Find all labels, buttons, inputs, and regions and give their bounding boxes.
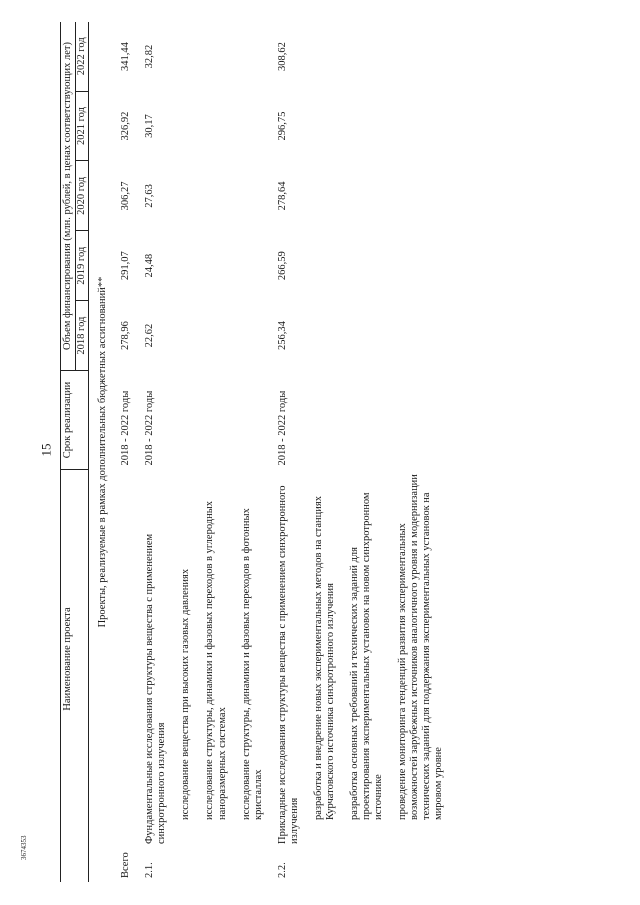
- sub-item-text: проведение мониторинга тенденций развития экспериментальных возможностей зарубежных источников аналогичного уровня и модернизации технических заданий для поддержания экспериментальных установок на мировом уровне: [397, 474, 445, 820]
- sub-item: [312, 22, 338, 882]
- rotated-table-sheet: [60, 22, 570, 882]
- table-row-total: [119, 22, 133, 882]
- row-name: [119, 470, 133, 849]
- year-header: 2022 год: [76, 22, 89, 91]
- row-name: Фундаментальные исследования структуры вещества с применением синхротронного излучения: [144, 533, 168, 844]
- col-header-funding: Объем финансирования (млн. рублей, в ценах соответствующих лет): [61, 22, 76, 371]
- sub-item: [179, 22, 193, 882]
- sub-item-text: исследование структуры, динамики и фазовых переходов в фотонных кристаллах: [240, 508, 264, 820]
- row-term: 2018 - 2022 годы: [120, 390, 132, 466]
- value-cell: 306,27: [120, 181, 132, 211]
- sub-item: [240, 22, 266, 882]
- value-cell: 32,82: [144, 44, 156, 69]
- sub-item: [348, 22, 386, 882]
- value-cell: 278,96: [120, 321, 132, 351]
- value-cell: 278,64: [276, 181, 288, 211]
- row-term: 2018 - 2022 годы: [276, 390, 288, 466]
- section-title: Проекты, реализуемые в рамках дополнительных бюджетных ассигнований**: [97, 276, 109, 628]
- col-header-term: Срок реализации: [61, 371, 89, 470]
- sub-item: [203, 22, 229, 882]
- value-cell: 22,62: [144, 323, 156, 348]
- year-header: 2021 год: [76, 91, 89, 161]
- row-number: 2.2.: [276, 862, 288, 878]
- sub-item: [396, 22, 446, 882]
- row-number: 2.1.: [144, 862, 156, 878]
- document-barcode-number: 3674353: [20, 835, 28, 860]
- page-number: 15: [38, 443, 54, 457]
- value-cell: 27,63: [144, 184, 156, 208]
- sub-item-text: исследование вещества при высоких газовых давлениях: [180, 568, 192, 820]
- value-cell: 266,59: [276, 251, 288, 281]
- sub-item-text: разработка основных требований и технических заданий для проектирования экспериментальных установок на новом синхротронном источнике: [348, 492, 385, 820]
- year-header: 2019 год: [76, 231, 89, 301]
- sub-item-text: разработка и внедрение новых экспериментальных методов на станциях Курчатовского источника синхротронного излучения: [312, 496, 336, 820]
- year-header: 2018 год: [76, 301, 89, 371]
- value-cell: 24,48: [144, 253, 156, 278]
- value-cell: 296,75: [276, 111, 288, 141]
- value-cell: 256,34: [276, 321, 288, 351]
- year-header: 2020 год: [76, 161, 89, 231]
- value-cell: 326,92: [120, 111, 132, 141]
- row-term: 2018 - 2022 годы: [144, 390, 156, 466]
- funding-table: [60, 22, 446, 882]
- table-row-2-1: [143, 22, 169, 882]
- table-row-2-2: [276, 22, 302, 882]
- value-cell: 308,62: [276, 42, 288, 71]
- col-header-name: Наименование проекта: [61, 470, 89, 849]
- row-number: Всего: [120, 852, 132, 878]
- col-header-number: [61, 848, 89, 882]
- sub-item-text: исследование структуры, динамики и фазовых переходов в углеродных наноразмерных системах: [204, 500, 228, 820]
- value-cell: 30,17: [144, 114, 156, 138]
- row-name: Прикладные исследования структуры вещества с применением синхротронного излучения: [276, 485, 300, 844]
- value-cell: 291,07: [120, 251, 132, 281]
- value-cell: 341,44: [120, 42, 132, 71]
